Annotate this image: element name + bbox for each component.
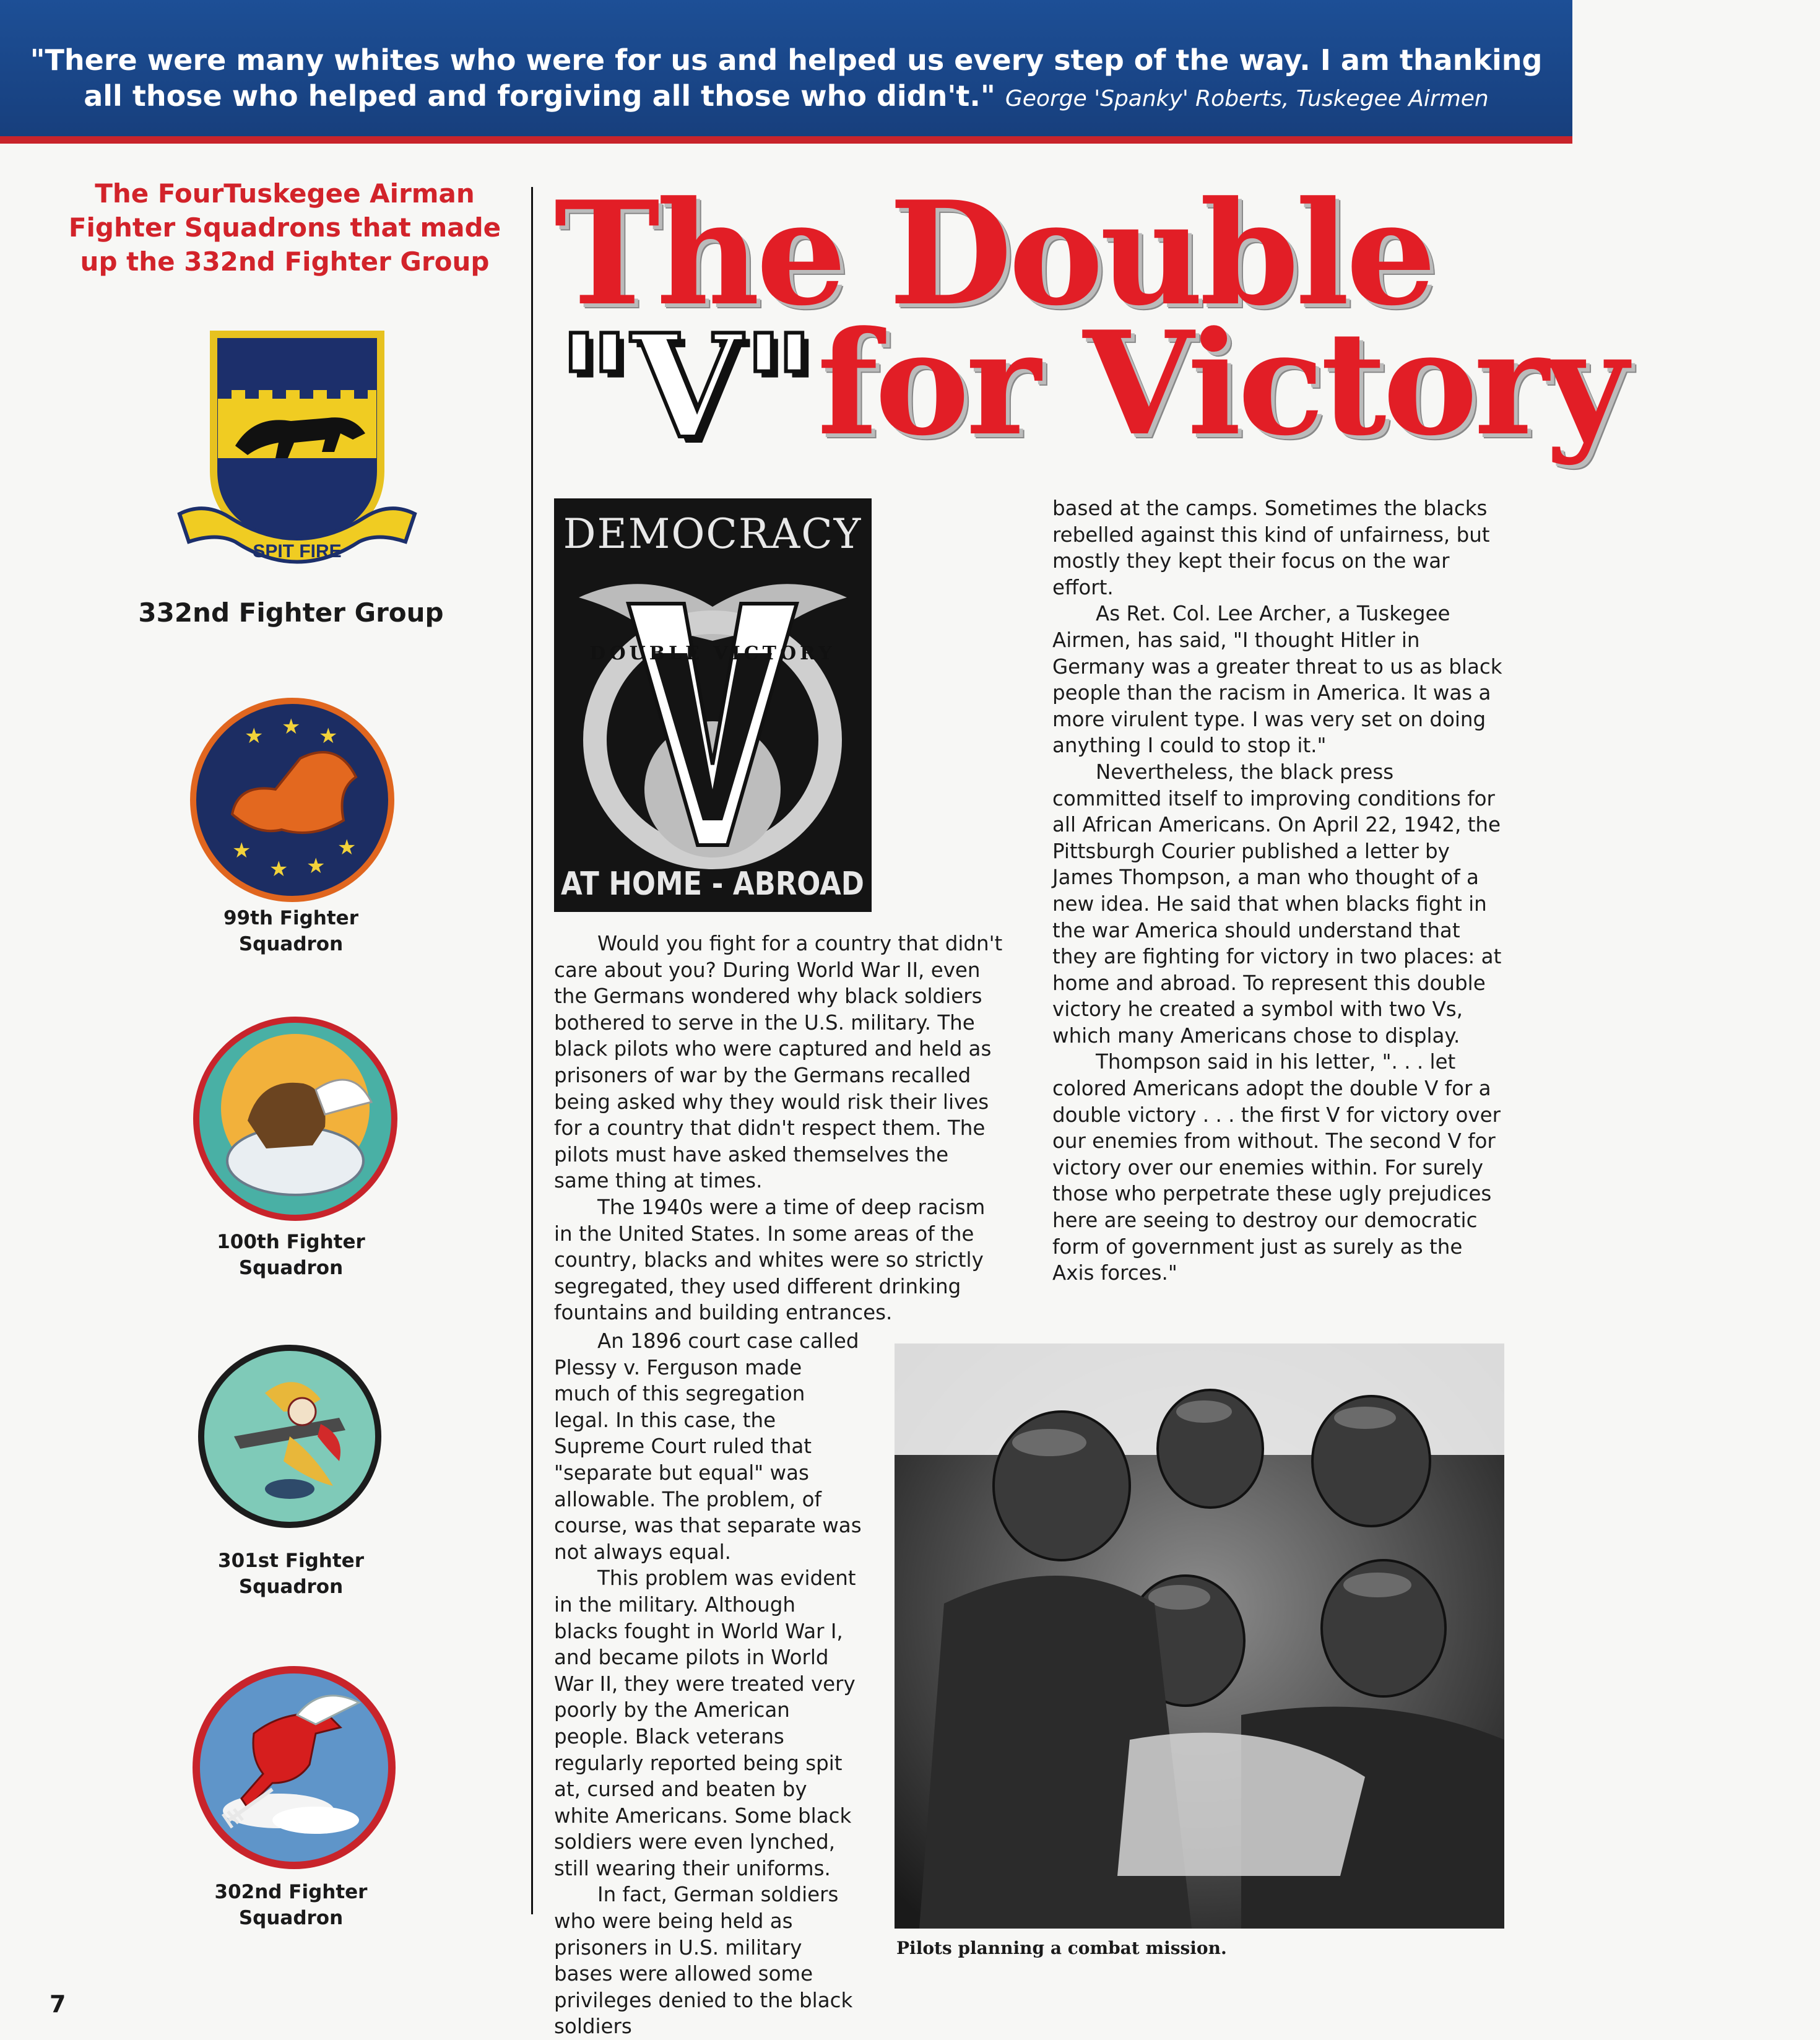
- squadron-caption-99th: [0, 905, 582, 957]
- article-right-column: [1052, 495, 1507, 1287]
- article-paragraph: An 1896 court case called Plessy v. Ferguson made much of this segregation legal. In this case, the Supreme Court ruled that "separate but equal" was allowable. The problem, of course, was that separate was not always equal.: [554, 1329, 862, 1564]
- 99th-squadron-patch-icon: [189, 697, 396, 904]
- poster-ring-text: DOUBLE VICTORY: [589, 643, 836, 664]
- svg-text:★: ★: [232, 838, 251, 863]
- photo-caption: Pilots planning a combat mission.: [896, 1938, 1227, 1958]
- pilots-photo-art: [895, 1343, 1504, 1929]
- poster-bottom-text: AT HOME - ABROAD: [561, 866, 864, 903]
- title-line2: for Victory: [817, 300, 1624, 467]
- svg-text:★: ★: [282, 714, 301, 739]
- 301st-squadron-patch-icon: [197, 1343, 383, 1529]
- article-paragraph: based at the camps. Sometimes the blacks rebelled against this kind of unfairness, but mostly they kept their focus on the war effort.: [1052, 497, 1490, 599]
- svg-text:★: ★: [319, 724, 338, 749]
- article-paragraph: As Ret. Col. Lee Archer, a Tuskegee Airmen, has said, "I thought Hitler in Germany was a greater threat to us as black people than the racism in America. It was a more virulent type. I was very set on doing anything I could to stop it.": [1052, 602, 1502, 758]
- squadron-caption-301st: [0, 1548, 582, 1600]
- article-paragraph: Thompson said in his letter, ". . . let colored Americans adopt the double V for a double victory . . . the first V for victory over our enemies from without. The second V for victory over our enemies within. For surely those who perpetrate these ugly prejudices here are seeing to destroy our democratic form of government just as surely as the Axis forces.": [1052, 1050, 1501, 1285]
- 100th-squadron-patch-icon: [192, 1015, 399, 1223]
- article-paragraph: Nevertheless, the black press committed itself to improving conditions for all African Americans. On April 22, 1942, the Pittsburgh Courier published a letter by James Thompson, a man who thought of a new idea. He said that when blacks fight in the war America should understand that they are fighting for victory in two places: at home and abroad. To represent this double victory he created a symbol with two Vs, which many Americans chose to display.: [1052, 760, 1502, 1048]
- banner-quote-line2: all those who helped and forgiving all those who didn't.": [84, 79, 995, 113]
- article-paragraph: Would you fight for a country that didn't care about you? During World War II, even the Germans wondered why black soldiers bothered to serve in the U.S. military. The black pilots who were captured and held as prisoners of war by the Germans recalled being asked why they would risk their lives for a country that didn't respect them. The pilots must have asked themselves the same thing at times.: [554, 932, 1003, 1193]
- poster-top-text: DEMOCRACY: [563, 510, 862, 558]
- pilots-photo: [895, 1343, 1504, 1929]
- fighter-group-shield-icon: [167, 328, 427, 588]
- svg-text:★: ★: [269, 857, 288, 882]
- banner-quote-line1: "There were many whites who were for us and helped us every step of the way. I am thanking: [30, 43, 1543, 77]
- group-caption: 332nd Fighter Group: [138, 597, 444, 628]
- article-narrow-column: [554, 1328, 864, 2040]
- squadron-caption-302nd: [0, 1879, 582, 1931]
- sidebar-heading: The FourTuskegee Airman Fighter Squadrons that made up the 332nd Fighter Group: [68, 178, 501, 277]
- article-left-column: [554, 931, 1009, 1326]
- squadron-caption-line1: 301st Fighter: [218, 1550, 364, 1572]
- page-number: 7: [50, 1990, 66, 2018]
- squadron-caption-line2: Squadron: [238, 1907, 344, 1929]
- squadron-caption-100th: [0, 1229, 582, 1281]
- quote-banner: [0, 0, 1572, 144]
- banner-attribution: George 'Spanky' Roberts, Tuskegee Airmen: [1005, 86, 1489, 111]
- squadron-caption-line2: Squadron: [238, 1257, 344, 1279]
- article-paragraph: The 1940s were a time of deep racism in the United States. In some areas of the country, blacks and whites were so strictly segregated, they used different drinking fountains and building entrances.: [554, 1195, 986, 1325]
- squadron-caption-line1: 99th Fighter: [223, 907, 358, 929]
- squadron-caption-line2: Squadron: [238, 933, 344, 955]
- article-paragraph: In fact, German soldiers who were being held as prisoners in U.S. military bases were allowed some privileges denied to the black soldiers: [554, 1883, 853, 2039]
- double-victory-poster: [554, 498, 872, 912]
- squadron-caption-line1: 302nd Fighter: [214, 1881, 368, 1903]
- svg-text:★: ★: [337, 835, 357, 860]
- squadron-caption-line1: 100th Fighter: [217, 1231, 365, 1253]
- 302nd-squadron-patch-icon: [192, 1665, 396, 1870]
- spit-fire-patch-text: SPIT FIRE: [253, 541, 342, 562]
- svg-text:★: ★: [306, 854, 326, 879]
- article-paragraph: This problem was evident in the military. Although blacks fought in World War I, and became pilots in World War II, they were treated very poorly by the American people. Black veterans regularly reported being spit at, cursed and beaten by white Americans. Some black soldiers were even lynched, still wearing their uniforms.: [554, 1566, 856, 1880]
- squadron-caption-line2: Squadron: [238, 1576, 344, 1598]
- poster-art: [554, 498, 872, 912]
- column-divider: [531, 187, 533, 1914]
- title-line1: The Double: [554, 170, 1433, 337]
- svg-text:★: ★: [245, 724, 264, 749]
- banner-quote-line2-wrap: [0, 79, 1572, 113]
- title-v-mark: "V": [557, 303, 817, 471]
